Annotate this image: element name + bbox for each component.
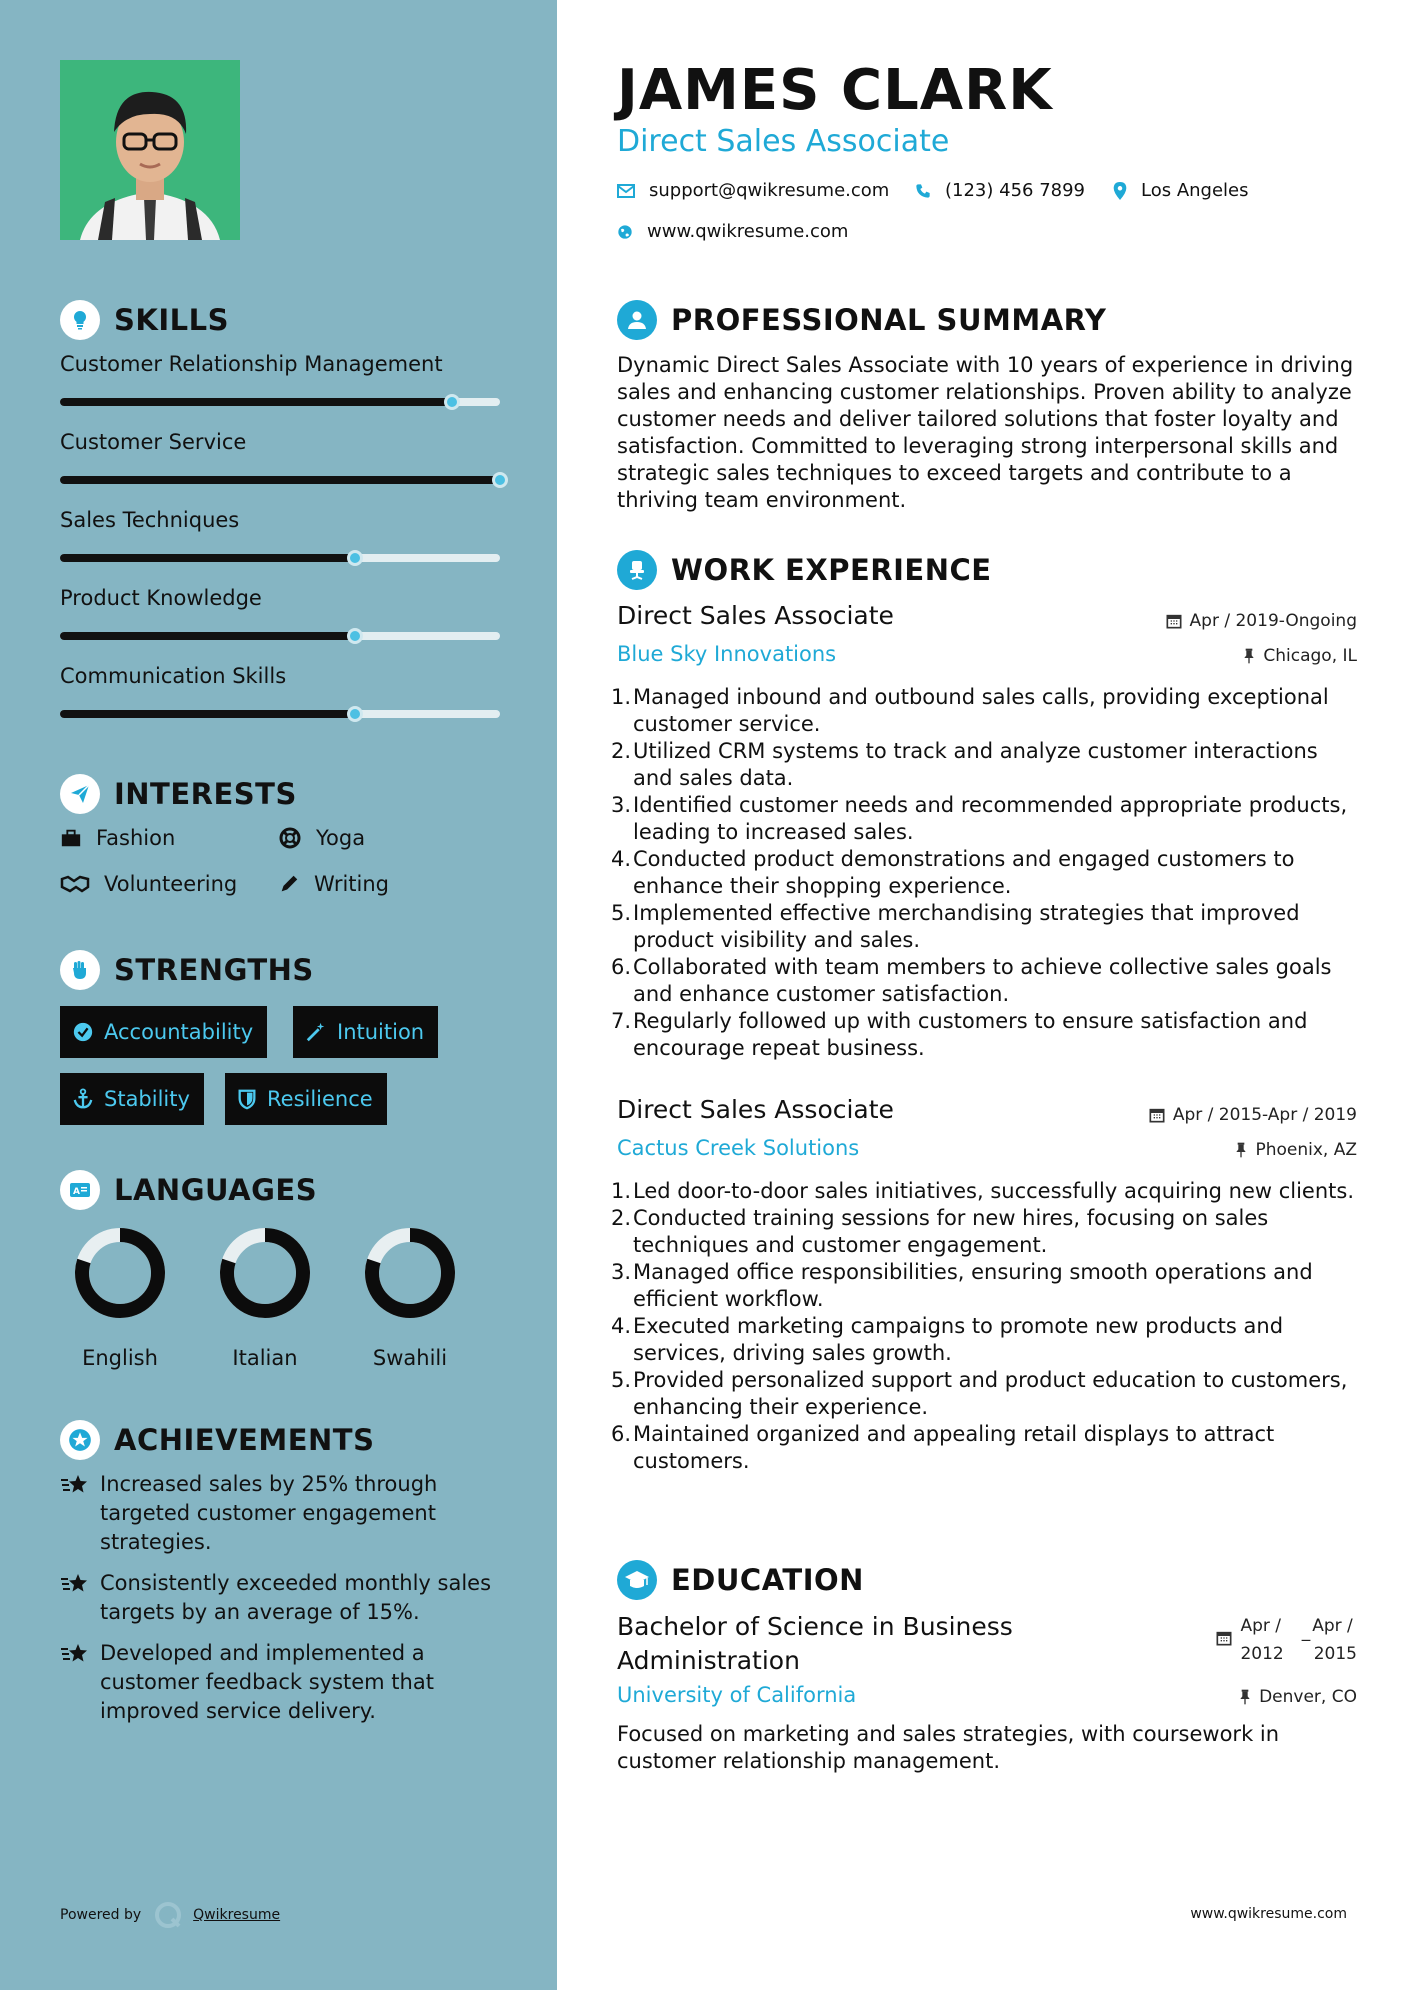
skill-item <box>60 430 500 484</box>
job-bullets <box>611 684 1357 1062</box>
job-bullet: 3. Identified customer needs and recommended appropriate products, leading to increased sales. <box>611 793 1348 844</box>
job-bullet: 1. Led door-to-door sales initiatives, successfully acquiring new clients. <box>611 1179 1355 1203</box>
phone-icon <box>915 183 931 199</box>
job-location-text: Phoenix, AZ <box>1255 1140 1357 1160</box>
skill-slider-handle <box>347 706 363 722</box>
edu-end: _ Apr / 2015 <box>1301 1616 1357 1664</box>
language-name: Italian <box>232 1346 298 1370</box>
contact-location <box>1113 180 1249 201</box>
calendar-icon <box>1216 1630 1232 1646</box>
job-title: Direct Sales Associate <box>617 601 894 630</box>
pushpin-icon <box>1235 1142 1247 1158</box>
job-bullet: 1. Managed inbound and outbound sales calls, providing exceptional customer service. <box>611 685 1329 736</box>
main-content <box>557 0 1407 1990</box>
job-location-text: Chicago, IL <box>1263 646 1357 666</box>
job-bullet: 3. Managed office responsibilities, ensuring smooth operations and efficient workflow. <box>611 1260 1313 1311</box>
candidate-role: Direct Sales Associate <box>617 124 950 159</box>
skill-name: Customer Relationship Management <box>60 352 443 376</box>
achievement-text: Consistently exceeded monthly sales targets by an average of 15%. <box>100 1571 492 1624</box>
job-location <box>1243 646 1357 666</box>
powered-by <box>60 1900 280 1930</box>
edu-start: Apr / 2012 <box>1240 1616 1284 1664</box>
job-bullet: 6. Maintained organized and appealing retail displays to attract customers. <box>611 1422 1275 1473</box>
skill-slider-handle <box>347 628 363 644</box>
education-location <box>1239 1687 1357 1707</box>
skill-name: Sales Techniques <box>60 508 240 532</box>
graduation-icon <box>617 1560 657 1600</box>
experience-header <box>617 550 992 590</box>
job-location <box>1235 1140 1357 1160</box>
calendar-icon <box>1166 613 1182 629</box>
job-bullet: 4. Executed marketing campaigns to promote new products and services, driving sales growth. <box>611 1314 1284 1365</box>
skill-item <box>60 508 500 562</box>
job-bullet: 7. Regularly followed up with customers to ensure satisfaction and encourage repeat business. <box>611 1009 1308 1060</box>
strength-label: Stability <box>104 1087 190 1111</box>
interest-item <box>278 826 365 850</box>
handshake-icon <box>60 873 90 895</box>
achievement-text: Increased sales by 25% through targeted customer engagement strategies. <box>100 1472 438 1554</box>
achievements-title: ACHIEVEMENTS <box>114 1423 375 1457</box>
job-dates <box>1166 611 1357 631</box>
skill-item <box>60 352 500 406</box>
brand-link[interactable]: Qwikresume <box>193 1907 281 1923</box>
anchor-icon <box>72 1088 94 1110</box>
pencil-icon <box>278 873 300 895</box>
achievement-text: Developed and implemented a customer feedback system that improved service delivery. <box>100 1641 434 1723</box>
job-dates-text: Apr / 2015-Apr / 2019 <box>1172 1105 1357 1125</box>
school-name: University of California <box>617 1683 857 1707</box>
education-dates <box>1216 1612 1357 1668</box>
skill-bar <box>60 710 500 718</box>
skill-item <box>60 664 500 718</box>
summary-header <box>617 300 1106 340</box>
job-bullets <box>611 1178 1357 1475</box>
skill-bar <box>60 632 500 640</box>
language-item <box>360 1226 460 1370</box>
job-company: Blue Sky Innovations <box>617 642 837 666</box>
paper-plane-icon <box>60 774 100 814</box>
skill-name: Customer Service <box>60 430 247 454</box>
map-pin-icon <box>1113 182 1127 200</box>
contact-email <box>617 180 889 201</box>
language-item <box>70 1226 170 1370</box>
language-ring <box>73 1226 167 1320</box>
degree-line-2: Administration <box>617 1646 800 1675</box>
skill-bar <box>60 476 500 484</box>
job-bullet: 2. Utilized CRM systems to track and analyze customer interactions and sales data. <box>611 739 1318 790</box>
skill-name: Product Knowledge <box>60 586 262 610</box>
skill-slider-handle <box>492 472 508 488</box>
briefcase-icon <box>60 827 82 849</box>
education-title: EDUCATION <box>671 1563 864 1597</box>
skill-bar <box>60 554 500 562</box>
language-card-icon <box>60 1170 100 1210</box>
summary-text: Dynamic Direct Sales Associate with 10 years of experience in driving sales and enhancing customer relationships. Proven ability to analyze customer needs and deliver tailored solutions that foster loyalty and satisfaction. Committed to leveraging strong interpersonal skills and strategic sales techniques to exceed targets and contribute to a thriving team environment. <box>617 353 1354 512</box>
skill-name: Communication Skills <box>60 664 287 688</box>
strength-tag <box>60 1006 267 1058</box>
job-bullet: 2. Conducted training sessions for new hires, focusing on sales techniques and customer engagement. <box>611 1206 1269 1257</box>
sidebar <box>0 0 557 1990</box>
strength-tag <box>293 1006 438 1058</box>
language-name: Swahili <box>372 1346 448 1370</box>
job-title: Direct Sales Associate <box>617 1095 894 1124</box>
strength-tag <box>225 1073 387 1125</box>
language-ring <box>363 1226 457 1320</box>
language-name: English <box>82 1346 158 1370</box>
powered-by-label: Powered by <box>60 1907 142 1923</box>
pushpin-icon <box>1243 648 1255 664</box>
envelope-icon <box>617 184 635 198</box>
interest-label: Fashion <box>96 826 176 850</box>
strengths-header <box>60 950 314 990</box>
job-bullet: 5. Implemented effective merchandising strategies that improved product visibility and sales. <box>611 901 1300 952</box>
skill-slider-handle <box>444 394 460 410</box>
interests-header <box>60 774 297 814</box>
skill-bar <box>60 398 500 406</box>
website-text[interactable]: www.qwikresume.com <box>647 221 849 242</box>
contact-phone <box>915 180 1085 201</box>
footer-website[interactable]: www.qwikresume.com <box>1190 1906 1347 1922</box>
languages-header <box>60 1170 317 1210</box>
job-bullet: 6. Collaborated with team members to achieve collective sales goals and enhance customer satisfaction. <box>611 955 1332 1006</box>
skills-header <box>60 300 229 340</box>
achievement-item <box>60 1639 510 1726</box>
interest-item <box>278 872 389 896</box>
strength-label: Resilience <box>267 1087 373 1111</box>
education-header <box>617 1560 864 1600</box>
languages-title: LANGUAGES <box>114 1173 318 1207</box>
location-text: Los Angeles <box>1141 180 1249 201</box>
svg-text:A: A <box>73 1187 80 1197</box>
contact-website <box>617 221 848 242</box>
interest-label: Volunteering <box>104 872 238 896</box>
job-company: Cactus Creek Solutions <box>617 1136 860 1160</box>
strength-tag <box>60 1073 204 1125</box>
shooting-star-icon <box>60 1470 100 1557</box>
office-chair-icon <box>617 550 657 590</box>
degree-line-1: Bachelor of Science in Business <box>617 1612 1013 1641</box>
shooting-star-icon <box>60 1569 100 1627</box>
interest-item <box>60 872 237 896</box>
star-badge-icon <box>60 1420 100 1460</box>
job-bullet: 5. Provided personalized support and product education to customers, enhancing their experience. <box>611 1368 1348 1419</box>
shield-icon <box>237 1088 257 1110</box>
pushpin-icon <box>1239 1689 1251 1705</box>
strength-label: Intuition <box>337 1020 425 1044</box>
magic-wand-icon <box>305 1021 327 1043</box>
language-item <box>215 1226 315 1370</box>
job-bullet: 4. Conducted product demonstrations and engaged customers to enhance their shopping experience. <box>611 847 1295 898</box>
strengths-title: STRENGTHS <box>114 953 314 987</box>
strength-label: Accountability <box>104 1020 254 1044</box>
education-location-text: Denver, CO <box>1259 1687 1357 1707</box>
skills-title: SKILLS <box>114 303 229 337</box>
language-ring <box>218 1226 312 1320</box>
skill-slider-handle <box>347 550 363 566</box>
email-text[interactable]: support@qwikresume.com <box>649 180 890 201</box>
interest-label: Yoga <box>316 826 366 850</box>
phone-text[interactable]: (123) 456 7899 <box>945 180 1086 201</box>
qwikresume-logo-icon <box>153 1900 183 1930</box>
achievement-item <box>60 1470 510 1557</box>
lightbulb-icon <box>60 300 100 340</box>
calendar-icon <box>1149 1107 1165 1123</box>
check-circle-icon <box>72 1021 94 1043</box>
achievement-item <box>60 1569 510 1627</box>
achievements-header <box>60 1420 374 1460</box>
candidate-name: JAMES CLARK <box>617 58 1053 123</box>
globe-icon <box>617 224 633 240</box>
degree-title <box>617 1610 1013 1678</box>
summary-title: PROFESSIONAL SUMMARY <box>671 303 1107 337</box>
skill-item <box>60 586 500 640</box>
user-icon <box>617 300 657 340</box>
interests-title: INTERESTS <box>114 777 297 811</box>
profile-photo <box>60 60 240 240</box>
job-dates-text: Apr / 2019-Ongoing <box>1189 611 1357 631</box>
job-dates <box>1149 1105 1357 1125</box>
experience-title: WORK EXPERIENCE <box>671 553 992 587</box>
fist-icon <box>60 950 100 990</box>
education-text: Focused on marketing and sales strategies, with coursework in customer relationship management. <box>617 1722 1280 1773</box>
interest-item <box>60 826 175 850</box>
interest-label: Writing <box>314 872 389 896</box>
lifebuoy-icon <box>278 826 302 850</box>
shooting-star-icon <box>60 1639 100 1726</box>
